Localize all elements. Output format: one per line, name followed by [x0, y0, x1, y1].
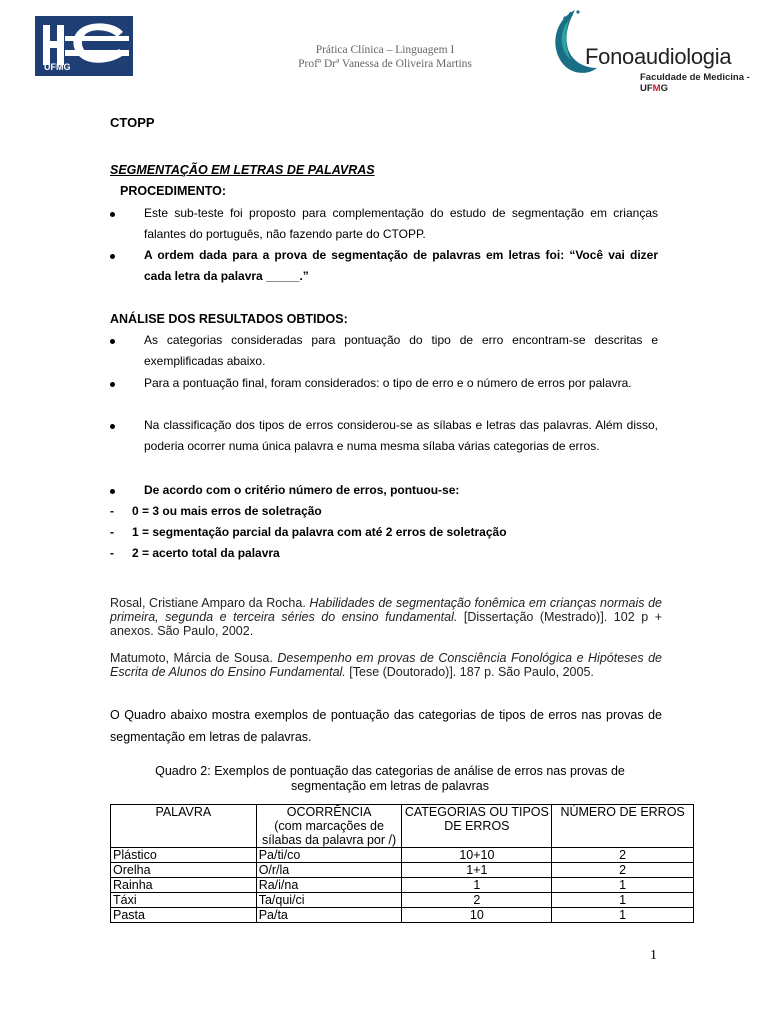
- cell-numero: 1: [552, 893, 694, 908]
- cell-ocorrencia: O/r/la: [256, 863, 402, 878]
- reference-title: Desempenho em provas de Consciência Fonológica e Hipóteses de Escrita de Alunos do Ensino Fundamental.: [110, 651, 662, 679]
- dash-marker: -: [110, 525, 114, 539]
- analysis-item: [110, 330, 658, 372]
- cell-ocorrencia: Ra/i/na: [256, 878, 402, 893]
- header-categorias: CATEGORIAS OU TIPOS DE ERROS: [402, 805, 552, 848]
- page-title: CTOPP: [110, 115, 155, 130]
- reference-authors: Matumoto, Márcia de Sousa.: [110, 651, 278, 665]
- dash-marker: -: [110, 504, 114, 518]
- cell-categorias: 10: [402, 908, 552, 923]
- table-row: [111, 848, 694, 863]
- procedure-item: [110, 245, 658, 287]
- analysis-item: [110, 373, 658, 394]
- analysis-item-text: Na classificação dos tipos de erros considerou-se as sílabas e letras das palavras. Além disso, poderia ocorrer numa única palavra e numa mesma sílaba várias categorias de erros.: [144, 418, 658, 453]
- bullet-icon: [110, 330, 130, 351]
- analysis-heading: ANÁLISE DOS RESULTADOS OBTIDOS:: [110, 312, 348, 326]
- course-name: Prática Clínica – Linguagem I: [315, 44, 455, 56]
- analysis-item-text: As categorias consideradas para pontuação do tipo de erro encontram-se descritas e exemplificadas abaixo.: [144, 333, 658, 368]
- bullet-icon: [110, 415, 130, 436]
- reference-details: [Tese (Doutorado)]. 187 p. São Paulo, 2005.: [345, 665, 594, 679]
- score-text: 2 = acerto total da palavra: [132, 546, 280, 560]
- scoring-table: [110, 804, 694, 923]
- cell-palavra: Orelha: [111, 863, 257, 878]
- table-row: [111, 893, 694, 908]
- header-course-info: [230, 43, 540, 71]
- table-caption: Quadro 2: Exemplos de pontuação das categorias de análise de erros nas provas de segmentação em letras de palavras: [155, 764, 625, 793]
- cell-categorias: 1: [402, 878, 552, 893]
- procedure-item: [110, 203, 658, 245]
- analysis-item: [110, 480, 658, 501]
- bullet-icon: [110, 245, 130, 266]
- page-number: 1: [650, 948, 657, 963]
- cell-palavra: Plástico: [111, 848, 257, 863]
- table-row: [111, 863, 694, 878]
- cell-numero: 2: [552, 848, 694, 863]
- cell-palavra: Pasta: [111, 908, 257, 923]
- cell-categorias: 10+10: [402, 848, 552, 863]
- dash-marker: -: [110, 546, 114, 560]
- header-palavra: PALAVRA: [111, 805, 257, 848]
- procedure-item-text: A ordem dada para a prova de segmentação de palavras em letras foi: “Você vai dizer cada letra da palavra _____.”: [144, 248, 658, 283]
- fono-subtitle-end: G: [660, 83, 668, 94]
- logo-ufmg-text: UFMG: [44, 62, 71, 72]
- cell-ocorrencia: Ta/qui/ci: [256, 893, 402, 908]
- reference-entry: [110, 596, 662, 638]
- bullet-icon: [110, 373, 130, 394]
- cell-ocorrencia: Pa/ti/co: [256, 848, 402, 863]
- intro-paragraph: O Quadro abaixo mostra exemplos de pontuação das categorias de tipos de erros nas provas de segmentação em letras de palavras.: [110, 708, 662, 744]
- cell-palavra: Táxi: [111, 893, 257, 908]
- analysis-item: [110, 415, 658, 457]
- reference-title: Habilidades de segmentação fonêmica em crianças normais de primeira, segunda e terceira séries do ensino fundamental.: [110, 596, 662, 624]
- hc-ufmg-logo: [35, 16, 133, 76]
- fono-subtitle: [640, 72, 768, 94]
- table-row: [111, 908, 694, 923]
- analysis-item-text: De acordo com o critério número de erros, pontuou-se:: [144, 483, 460, 497]
- header-numero: NÚMERO DE ERROS: [552, 805, 694, 848]
- header-ocorrencia-note: (com marcações de sílabas da palavra por /): [262, 819, 397, 847]
- score-item: [110, 504, 322, 518]
- header-ocorrencia: [256, 805, 402, 848]
- cell-numero: 1: [552, 908, 694, 923]
- cell-ocorrencia: Pa/ta: [256, 908, 402, 923]
- fono-title: Fonoaudiologia: [585, 44, 732, 69]
- reference-details: [Dissertação (Mestrado)]. 102 p + anexos. São Paulo, 2002.: [110, 610, 662, 638]
- score-text: 1 = segmentação parcial da palavra com até 2 erros de soletração: [132, 525, 507, 539]
- section-subtitle: SEGMENTAÇÃO EM LETRAS DE PALAVRAS: [110, 163, 375, 177]
- bullet-icon: [110, 480, 130, 501]
- score-item: [110, 546, 280, 560]
- fono-subtitle-main: Faculdade de Medicina - UF: [640, 72, 750, 94]
- cell-categorias: 2: [402, 893, 552, 908]
- cell-numero: 2: [552, 863, 694, 878]
- cell-numero: 1: [552, 878, 694, 893]
- score-item: [110, 525, 507, 539]
- analysis-item-text: Para a pontuação final, foram considerados: o tipo de erro e o número de erros por palavra.: [144, 376, 632, 390]
- bullet-icon: [110, 203, 130, 224]
- professor-name: Profª Drª Vanessa de Oliveira Martins: [298, 58, 472, 70]
- reference-entry: [110, 651, 662, 679]
- cell-categorias: 1+1: [402, 863, 552, 878]
- score-text: 0 = 3 ou mais erros de soletração: [132, 504, 322, 518]
- header-ocorrencia-label: OCORRÊNCIA: [286, 805, 372, 819]
- fono-subtitle-accent: M: [652, 83, 661, 94]
- procedure-item-text: Este sub-teste foi proposto para complementação do estudo de segmentação em crianças falantes do português, não fazendo parte do CTOPP.: [144, 206, 658, 241]
- table-header-row: [111, 805, 694, 848]
- procedure-heading: PROCEDIMENTO:: [120, 184, 227, 198]
- reference-authors: Rosal, Cristiane Amparo da Rocha.: [110, 596, 310, 610]
- table-row: [111, 878, 694, 893]
- cell-palavra: Rainha: [111, 878, 257, 893]
